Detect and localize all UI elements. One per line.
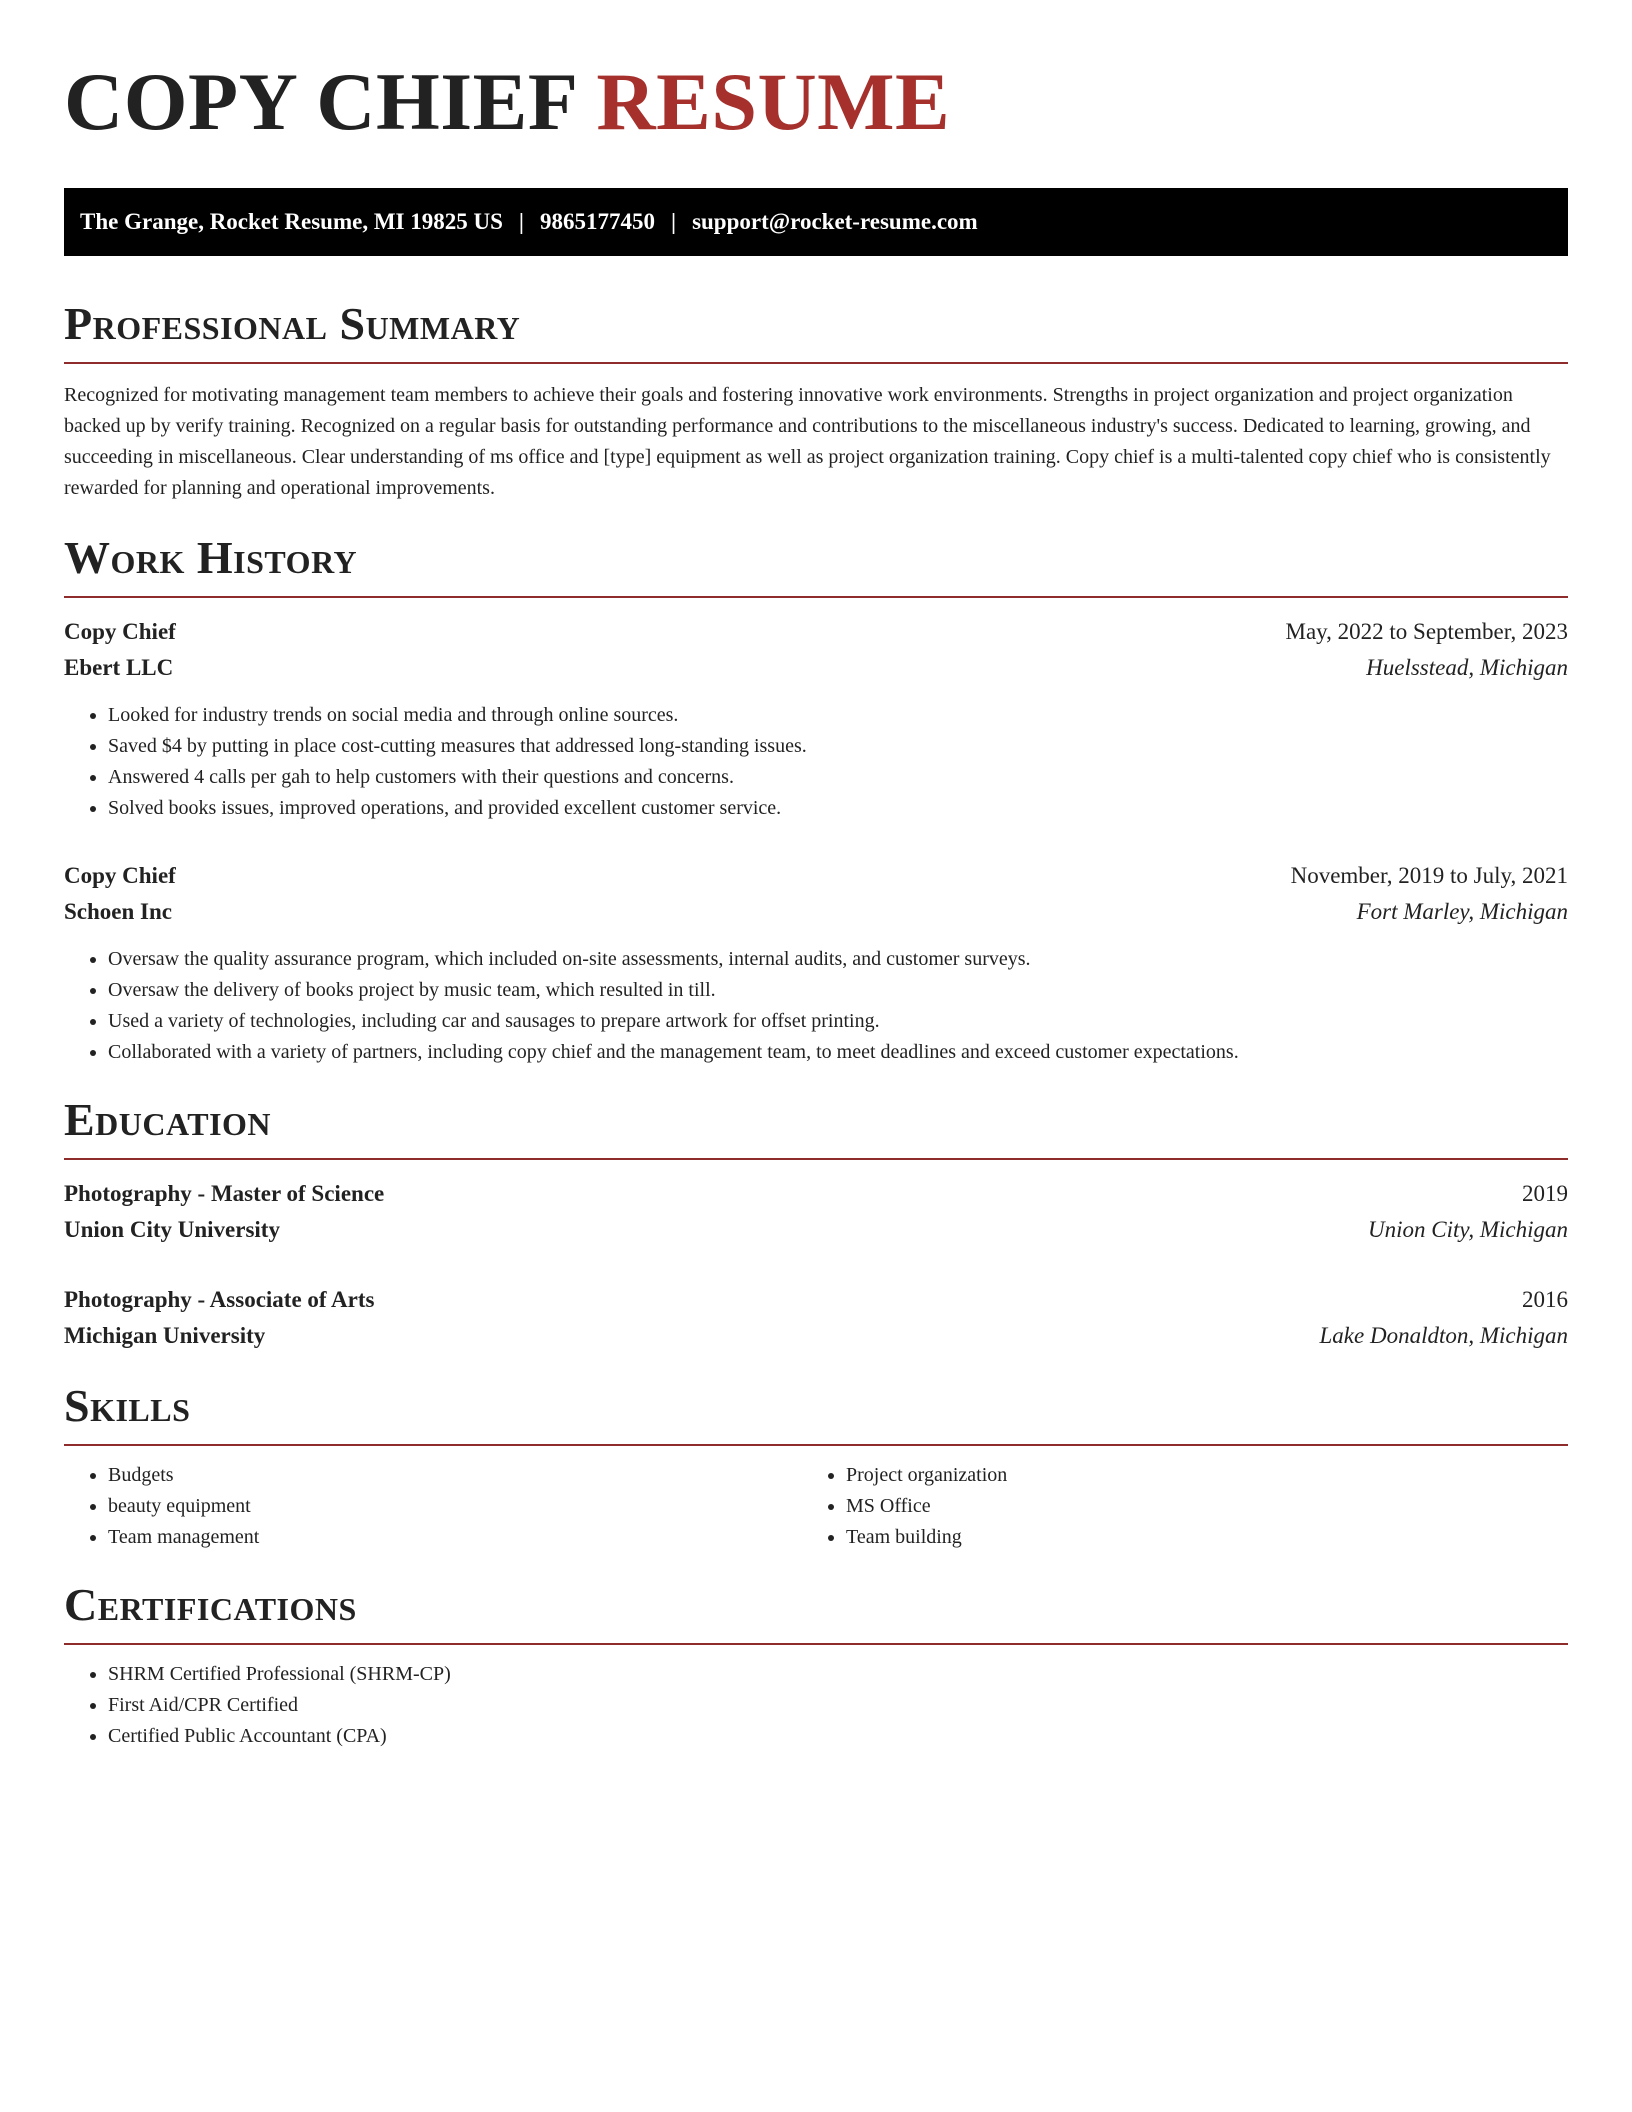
job-header-row <box>64 858 1568 894</box>
skills-section <box>64 1378 1568 1553</box>
section-divider <box>64 1158 1568 1160</box>
certification-item: • Certified Public Accountant (CPA) <box>108 1721 1568 1752</box>
education-school-row <box>64 1212 1568 1248</box>
education-header-row <box>64 1176 1568 1212</box>
work-history-section <box>64 530 1568 1068</box>
job-company: Ebert LLC <box>64 655 174 680</box>
title-part-two: RESUME <box>596 56 951 147</box>
skills-list-left <box>64 1460 816 1553</box>
list-item: • Saved $4 by putting in place cost-cutting measures that addressed long-standing issues. <box>108 731 1568 762</box>
section-heading-education: Education <box>64 1094 272 1145</box>
job-dates: May, 2022 to September, 2023 <box>1285 619 1568 644</box>
list-item: • Used a variety of technologies, including car and sausages to prepare artwork for offset printing. <box>108 1006 1568 1037</box>
job-company-row <box>64 894 1568 930</box>
certification-item: • SHRM Certified Professional (SHRM-CP) <box>108 1659 1568 1690</box>
contact-email: support@rocket-resume.com <box>692 209 978 234</box>
title-part-one: COPY CHIEF <box>64 56 576 147</box>
skills-list-right <box>816 1460 1568 1553</box>
job-location: Fort Marley, Michigan <box>1356 899 1568 924</box>
list-item: • Oversaw the quality assurance program, which included on-site assessments, internal audits, and customer surveys. <box>108 944 1568 975</box>
list-item: • Answered 4 calls per gah to help customers with their questions and concerns. <box>108 762 1568 793</box>
education-entry <box>64 1282 1568 1354</box>
job-dates: November, 2019 to July, 2021 <box>1290 863 1568 888</box>
education-school: Michigan University <box>64 1323 266 1348</box>
list-item: • Oversaw the delivery of books project by music team, which resulted in till. <box>108 975 1568 1006</box>
contact-separator: | <box>670 209 677 234</box>
skill-item: • Project organization <box>846 1460 1568 1491</box>
section-heading-skills: Skills <box>64 1380 191 1431</box>
job-location: Huelsstead, Michigan <box>1366 655 1568 680</box>
list-item: • Looked for industry trends on social media and through online sources. <box>108 700 1568 731</box>
education-school-row <box>64 1318 1568 1354</box>
contact-bar <box>64 188 1568 256</box>
job-company: Schoen Inc <box>64 899 172 924</box>
contact-separator: | <box>518 209 524 234</box>
skills-grid <box>64 1460 1568 1553</box>
job-title: Copy Chief <box>64 863 176 888</box>
certifications-list <box>64 1659 1568 1752</box>
section-heading-work: Work History <box>64 532 358 583</box>
contact-address: The Grange, Rocket Resume, MI 19825 US <box>80 209 503 234</box>
job-duties-list <box>64 700 1568 824</box>
education-location: Union City, Michigan <box>1368 1217 1568 1242</box>
skill-item: • Team building <box>846 1522 1568 1553</box>
section-heading-summary: Professional Summary <box>64 298 521 349</box>
job-header-row <box>64 614 1568 650</box>
section-divider <box>64 1643 1568 1645</box>
job-company-row <box>64 650 1568 686</box>
section-divider <box>64 1444 1568 1446</box>
job-entry <box>64 858 1568 1068</box>
education-school: Union City University <box>64 1217 280 1242</box>
list-item: • Solved books issues, improved operations, and provided excellent customer service. <box>108 793 1568 824</box>
list-item: • Collaborated with a variety of partners, including copy chief and the management team, to meet deadlines and exceed customer expectations. <box>108 1037 1568 1068</box>
education-degree: Photography - Associate of Arts <box>64 1287 375 1312</box>
skill-item: • Budgets <box>108 1460 816 1491</box>
education-year: 2016 <box>1522 1287 1568 1312</box>
skill-item: • beauty equipment <box>108 1491 816 1522</box>
summary-text: Recognized for motivating management team members to achieve their goals and fostering innovative work environments. Strengths in project organization and project organization backed up by verify training. Recognized on a regular basis for outstanding performance and contributions to the miscellaneous industry's success. Dedicated to learning, growing, and succeeding in miscellaneous. Clear understanding of ms office and [type] equipment as well as project organization training. Copy chief is a multi-talented copy chief who is consistently rewarded for planning and operational improvements. <box>64 384 1551 499</box>
certifications-section <box>64 1577 1568 1752</box>
education-degree: Photography - Master of Science <box>64 1181 385 1206</box>
resume-title <box>64 56 1568 148</box>
contact-phone: 9865177450 <box>539 209 655 234</box>
section-divider <box>64 596 1568 598</box>
section-divider <box>64 362 1568 364</box>
education-section <box>64 1092 1568 1354</box>
job-entry <box>64 614 1568 824</box>
summary-section <box>64 296 1568 504</box>
job-duties-list <box>64 944 1568 1068</box>
skill-item: • MS Office <box>846 1491 1568 1522</box>
education-entry <box>64 1176 1568 1248</box>
education-location: Lake Donaldton, Michigan <box>1319 1323 1568 1348</box>
certification-item: • First Aid/CPR Certified <box>108 1690 1568 1721</box>
job-title: Copy Chief <box>64 619 176 644</box>
skill-item: • Team management <box>108 1522 816 1553</box>
education-year: 2019 <box>1522 1181 1568 1206</box>
section-heading-certifications: Certifications <box>64 1579 357 1630</box>
education-header-row <box>64 1282 1568 1318</box>
